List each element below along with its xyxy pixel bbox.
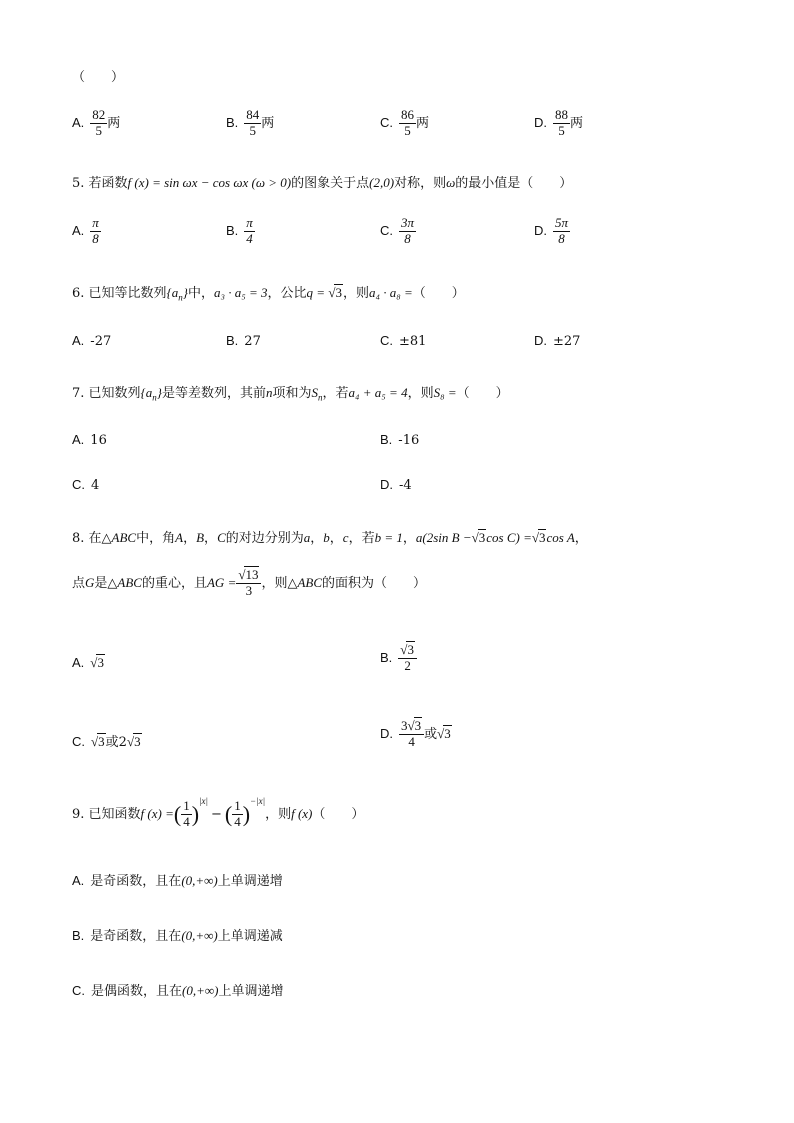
q4-option-d: D. $\frac{88}{5}$ 两: [534, 107, 584, 138]
q8-stem-line2: 点G是△ABC的重心，且AG = $\frac{√13}{3}$ ，则△ABC的面积为（ ）: [72, 567, 427, 598]
q8-option-a: A. √3: [72, 655, 104, 670]
q6-option-a: A. -27: [72, 333, 112, 349]
fraction: $\frac{88}{5}$: [555, 107, 568, 138]
q5-option-d: D. $\frac{5\pi}{8}$: [534, 215, 569, 246]
q6-option-b: B. 27: [226, 333, 261, 349]
q6-option-c: C. ±81: [380, 333, 427, 349]
q5-option-b: B. $\frac{\pi}{4}$: [226, 215, 253, 246]
fraction: $\frac{84}{5}$: [246, 107, 260, 138]
q6-option-d: D. ±27: [534, 333, 581, 349]
option-label: B.: [226, 114, 239, 130]
q9-option-c: C. 是偶函数，且在(0,+∞)上单调递增: [72, 983, 284, 999]
option-label: D.: [534, 114, 547, 130]
option-label: C.: [380, 114, 393, 130]
q5-option-a: A. $\frac{\pi}{8}$: [72, 215, 99, 246]
fraction: $\frac{86}{5}$: [401, 107, 414, 138]
q4-option-a: A. $\frac{82}{5}$ 两: [72, 107, 121, 138]
q8-stem-line1: 8. 在△ABC中，角A，B，C的对边分别为a，b，c，若b = 1，a(2sin B −√3cos C) =√3cos A，: [72, 530, 588, 546]
q7-option-a: A. 16: [72, 432, 107, 448]
q7-option-b: B. -16: [380, 432, 420, 448]
option-label: A.: [72, 114, 85, 130]
fraction: $\frac{√13}{3}$: [236, 568, 261, 599]
q9-stem: 9. 已知函数f (x) =( $\frac{1}{4}$ )$^{|x|}$− ( $\frac{1}{4}$ )$^{-|x|}$，则f (x)（ ）: [72, 796, 365, 829]
q6-stem: 6. 已知等比数列$\{a_n\}$中，a₃ · a₅ = 3，公比q = √3，则a₄ · a₈ =（ ）: [72, 285, 465, 303]
q8-option-d: D. $\frac{3√3}{4}$ 或√3: [380, 718, 451, 749]
fraction: $\frac{82}{5}$: [92, 107, 106, 138]
q7-option-d: D. -4: [380, 477, 412, 493]
q9-option-a: A. 是奇函数，且在(0,+∞)上单调递增: [72, 873, 283, 889]
q8-option-c: C. √3或2√3: [72, 734, 141, 750]
q4-option-c: C. $\frac{86}{5}$ 两: [380, 107, 430, 138]
q8-option-b: B. $\frac{√3}{2}$: [380, 643, 417, 674]
q7-option-c: C. 4: [72, 477, 100, 493]
q9-option-b: B. 是奇函数，且在(0,+∞)上单调递减: [72, 928, 283, 944]
q4-answer-paren: （ ）: [72, 70, 125, 85]
q7-stem: 7. 已知数列$\{a_n\}$是等差数列，其前n项和为$S_n$，若a₄ + a₅ = 4，则S₈ =（ ）: [72, 385, 509, 403]
q5-option-c: C. $\frac{3\pi}{8}$: [380, 215, 415, 246]
q5-stem: 5. 若函数f (x) = sin ωx − cos ωx (ω > 0)的图象关于点(2,0)对称，则ω的最小值是（ ）: [72, 175, 573, 191]
q4-option-b: B. $\frac{84}{5}$ 两: [226, 107, 275, 138]
